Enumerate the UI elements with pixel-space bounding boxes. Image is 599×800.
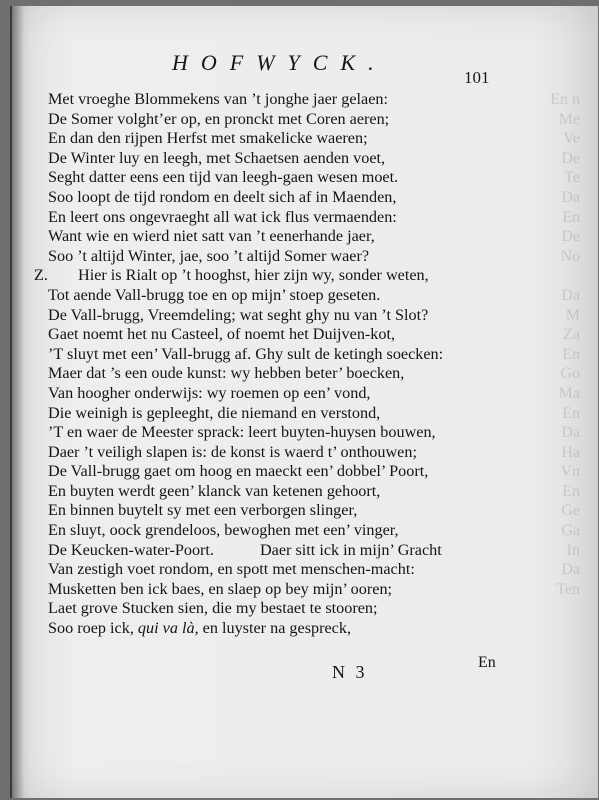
verse-line: De Vall-brugg, Vreemdeling; wat seght ghy nu van ’t Slot? xyxy=(48,305,429,324)
bleed-line: De xyxy=(561,149,580,167)
bleed-line: Ma xyxy=(558,384,580,402)
gutter-shadow xyxy=(12,6,24,798)
verse-line: Maer dat ’s een oude kunst: wy hebben beter’ boecken, xyxy=(48,364,405,383)
bleed-line: Go xyxy=(560,365,580,383)
bleed-line: Ha xyxy=(561,443,580,461)
bleed-line: En xyxy=(562,208,580,226)
split-line-right: Daer sitt ick in mijn’ Gracht xyxy=(259,540,442,559)
verse-line: Want wie en wierd niet satt van ’t eenerhande jaer, xyxy=(48,227,375,246)
bleed-line: Da xyxy=(561,188,580,206)
bleed-line: Me xyxy=(558,110,580,128)
bleed-line: Za xyxy=(563,326,580,344)
page-header xyxy=(12,50,598,87)
bleed-line: En xyxy=(562,345,580,363)
verse-line: Gaet noemt het nu Casteel, of noemt het Duijven-kot, xyxy=(48,325,396,344)
book-page xyxy=(10,6,598,798)
bleed-line: Ten xyxy=(556,580,580,598)
verse-line: De Winter luy en leegh, met Schaetsen aenden voet, xyxy=(48,148,386,167)
verse-line: Seght datter eens een tijd van leegh-gaen wesen moet. xyxy=(48,168,399,187)
catchword: En xyxy=(478,654,496,671)
last-line-before: Soo roep ick, xyxy=(48,619,138,638)
verse-line: Daer ’t veiligh slapen is: de konst is waerd t’ onthouwen; xyxy=(48,442,417,461)
running-title: HOFWYCK. xyxy=(172,50,387,75)
bleed-line: En xyxy=(562,482,580,500)
verse-line-last xyxy=(48,619,568,639)
speaker-label: Z. xyxy=(34,266,48,285)
page-number: 101 xyxy=(464,68,490,87)
last-line-after: , en luyster na gespreck, xyxy=(194,619,351,638)
poem-text xyxy=(34,90,568,639)
bleed-line: Da xyxy=(561,561,580,579)
verse-line: De Vall-brugg gaet om hoog en maeckt een’ dobbel’ Poort, xyxy=(48,462,429,481)
bleed-line: En xyxy=(562,404,580,422)
verse-line: ’T en waer de Meester sprack: leert buyten-huysen bouwen, xyxy=(48,423,436,442)
verse-line: En binnen buytelt sy met een verborgen slinger, xyxy=(48,501,358,520)
bleed-line: En n xyxy=(550,91,580,108)
split-verse-line xyxy=(48,541,568,561)
verse-line: Soo loopt de tijd rondom en deelt sich af in Maenden, xyxy=(48,187,397,206)
bleed-line: In xyxy=(566,541,580,559)
verse-line: Van zestigh voet rondom, en spott met menschen-macht: xyxy=(48,560,415,579)
bleed-line: Ve xyxy=(563,130,580,148)
bleed-line: No xyxy=(560,247,580,265)
verse-line: Die weinigh is gepleeght, die niemand en verstond, xyxy=(48,403,381,422)
signature-mark: N 3 xyxy=(332,662,368,682)
verse-line: En leert ons ongevraeght all wat ick flus vermaenden: xyxy=(48,207,397,226)
verse-line: En sluyt, oock grendeloos, bewoghen met een’ vinger, xyxy=(48,521,399,540)
verse-line: Van hoogher onderwijs: wy roemen op een’ vond, xyxy=(48,383,371,402)
verse-line: En buyten werdt geen’ klanck van ketenen gehoort, xyxy=(48,481,381,500)
bleed-line: De xyxy=(561,228,580,246)
bleed-line: Ga xyxy=(561,522,580,540)
verse-line: Laet grove Stucken sien, die my bestaet te stooren; xyxy=(48,599,378,618)
split-line-left: De Keucken-water-Poort. xyxy=(48,540,214,559)
bleed-line: Vn xyxy=(560,463,580,481)
bleed-line: Ge xyxy=(561,502,580,520)
last-line-italic: qui va là xyxy=(137,619,195,638)
bleed-line: Te xyxy=(564,169,580,187)
verse-line: De Somer volght’er op, en pronckt met Coren aeren; xyxy=(48,109,390,128)
bleed-line: Da xyxy=(561,286,580,304)
speech-first-line xyxy=(34,266,568,286)
speech-first-line-text: Hier is Rialt op ’t hooghst, hier zijn wy, sonder weten, xyxy=(78,266,429,285)
bleed-line: Da xyxy=(561,424,580,442)
verse-line: Musketten ben ick baes, en slaep op bey mijn’ ooren; xyxy=(48,579,393,598)
verse-line: ’T sluyt met een’ Vall-brugg af. Ghy sult de ketingh soecken: xyxy=(48,344,444,363)
verse-line: En dan den rijpen Herfst met smakelicke waeren; xyxy=(48,129,368,148)
verse-line: Met vroeghe Blommekens van ’t jonghe jaer gelaen: xyxy=(48,90,388,108)
bleed-line: M xyxy=(565,306,580,324)
verse-line: Tot aende Vall-brugg toe en op mijn’ stoep geseten. xyxy=(48,285,381,304)
verse-line: Soo ’t altijd Winter, jae, soo ’t altijd Somer waer? xyxy=(48,246,370,265)
